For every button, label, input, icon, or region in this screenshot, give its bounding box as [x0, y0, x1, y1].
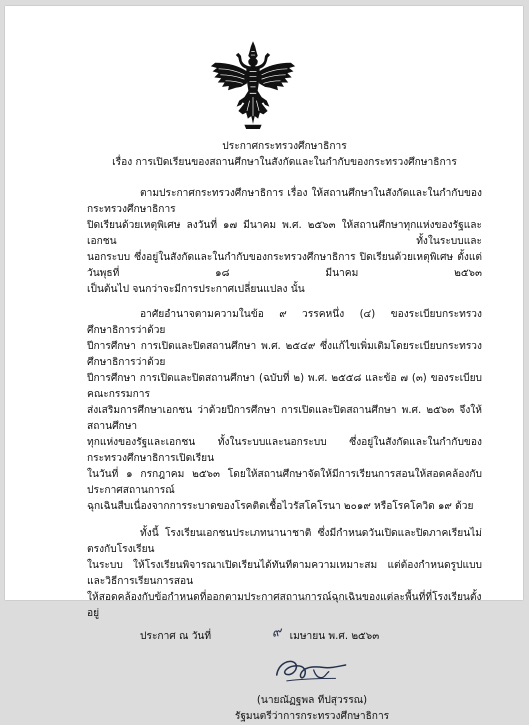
signature-image: [270, 653, 354, 687]
paragraph-2: [87, 307, 482, 515]
body-line: ทุกแห่งของรัฐและเอกชน ทั้งในระบบและนอกระบบ ซึ่งอยู่ในสังกัดและในกำกับของกระทรวงศึกษาธิการเปิดเรียน: [87, 437, 482, 464]
body-line: ในวันที่ ๑ กรกฎาคม ๒๕๖๓ โดยให้สถานศึกษาจัดให้มีการเรียนการสอนให้สอดคล้องกับประกาศสถานการณ์: [87, 469, 482, 496]
body-line: ปิดเรียนด้วยเหตุพิเศษ ลงวันที่ ๑๗ มีนาคม พ.ศ. ๒๕๖๓ ให้สถานศึกษาทุกแห่งของรัฐและเอกชน ทั้งในระบบและ: [87, 220, 482, 247]
signatory-position: รัฐมนตรีว่าการกระทรวงศึกษาธิการ: [234, 711, 390, 722]
document-page: [5, 6, 523, 722]
body-line: ในระบบ ให้โรงเรียนพิจารณาเปิดเรียนได้ทันทีตามความเหมาะสม แต่ต้องกำหนดรูปแบบและวิธีการเรียนการสอน: [87, 560, 482, 587]
announcement-heading: ประกาศกระทรวงศึกษาธิการ: [222, 141, 347, 152]
body-line: ทั้งนี้ โรงเรียนเอกชนประเภทนานาชาติ ซึ่งมีกำหนดวันเปิดและปิดภาคเรียนไม่ตรงกับโรงเรียน: [87, 528, 482, 555]
handwritten-day: ๙: [271, 624, 283, 641]
body-line: ปีการศึกษา การเปิดและปิดสถานศึกษา (ฉบับที่ ๒) พ.ศ. ๒๕๕๘ และข้อ ๗ (๓) ของระเบียบคณะกรรมการ: [87, 373, 482, 400]
date-prefix: ประกาศ ณ วันที่: [140, 631, 212, 642]
body-line: ส่งเสริมการศึกษาเอกชน ว่าด้วยปีการศึกษา การเปิดและปิดสถานศึกษา พ.ศ. ๒๕๖๓ จึงให้สถานศึกษา: [87, 405, 482, 432]
signature-block: [227, 653, 397, 725]
subject-line: เรื่อง การเปิดเรียนของสถานศึกษาในสังกัดและในกำกับของกระทรวงศึกษาธิการ: [112, 157, 457, 168]
body-line: ตามประกาศกระทรวงศึกษาธิการ เรื่อง ให้สถานศึกษาในสังกัดและในกำกับของกระทรวงศึกษาธิการ: [87, 188, 482, 215]
date-suffix: เมษายน พ.ศ. ๒๕๖๓: [289, 631, 380, 642]
paragraph-1: [87, 186, 482, 298]
body-line: ปีการศึกษา การเปิดและปิดสถานศึกษา พ.ศ. ๒๕๔๙ ซึ่งแก้ไขเพิ่มเติมโดยระเบียบกระทรวงศึกษาธิการว่าด้วย: [87, 341, 482, 368]
document-body: [87, 139, 482, 725]
garuda-emblem-icon: [210, 40, 296, 132]
signatory-name: (นายณัฏฐพล ทีปสุวรรณ): [256, 695, 368, 706]
body-line: อาศัยอำนาจตามความในข้อ ๙ วรรคหนึ่ง (๔) ของระเบียบกระทรวงศึกษาธิการว่าด้วย: [87, 309, 482, 336]
body-line: ฉุกเฉินสืบเนื่องจากการระบาดของโรคติดเชื้อไวรัสโคโรนา ๒๐๑๙ หรือโรคโควิด ๑๙ ด้วย: [87, 501, 474, 512]
body-line: นอกระบบ ซึ่งอยู่ในสังกัดและในกำกับของกระทรวงศึกษาธิการ ปิดเรียนด้วยเหตุพิเศษ ตั้งแต่ วันพุธที่ ๑๘ มีนาคม ๒๕๖๓: [87, 252, 482, 279]
body-line: เป็นต้นไป จนกว่าจะมีการประกาศเปลี่ยนแปลง นั้น: [87, 284, 305, 295]
body-line: ให้สอดคล้องกับข้อกำหนดที่ออกตามประกาศสถานการณ์ฉุกเฉินของแต่ละพื้นที่ที่โรงเรียนตั้งอยู่: [87, 592, 482, 619]
announcement-date: [87, 624, 482, 645]
paragraph-3: [87, 526, 482, 622]
